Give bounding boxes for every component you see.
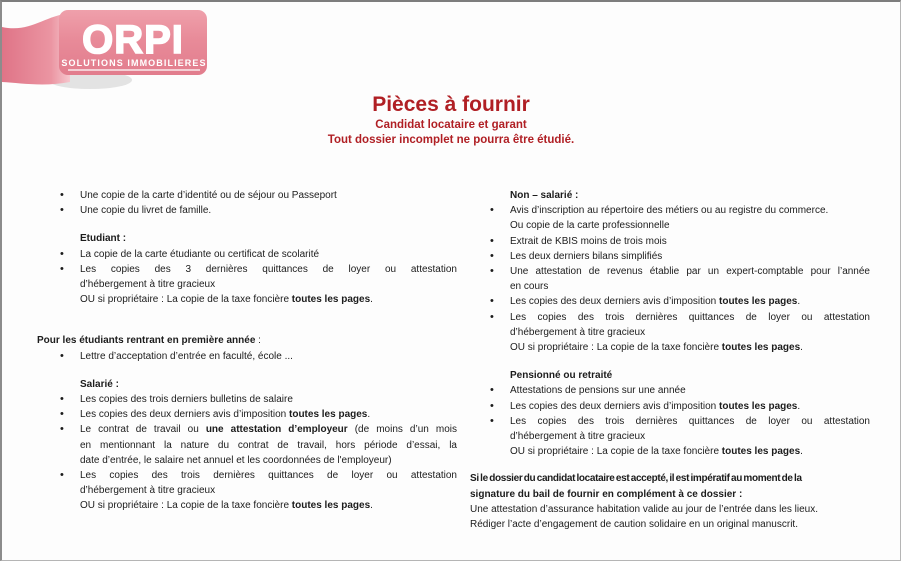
text: OU si propriétaire : La copie de la taxe foncière xyxy=(80,500,292,512)
bullet-icon: • xyxy=(490,295,494,308)
text-line xyxy=(510,234,870,249)
text: Les copies des deux derniers avis d’imposition xyxy=(510,400,719,412)
text: Extrait de KBIS moins de trois mois xyxy=(510,235,667,247)
text: . xyxy=(797,400,801,412)
text: Les copies des trois derniers bulletins de salaire xyxy=(80,394,293,406)
text: Les copies des trois dernières quittances de loyer ou attestation xyxy=(510,311,870,323)
section-heading: Pensionné ou retraité xyxy=(510,370,613,382)
text: . xyxy=(370,294,373,306)
text-line xyxy=(80,422,457,437)
bullet-list xyxy=(37,349,457,364)
list-item xyxy=(37,203,457,218)
list-item xyxy=(37,349,457,364)
text-line xyxy=(510,249,870,264)
bullet-icon: • xyxy=(60,204,64,217)
bold-text: toutes les pages xyxy=(719,400,798,412)
text-line xyxy=(80,203,457,218)
text: Une copie du livret de famille. xyxy=(80,205,212,217)
text: . xyxy=(797,296,801,308)
text: en cours xyxy=(510,281,549,293)
text: Une copie de la carte d’identité ou de séjour ou Passeport xyxy=(80,190,337,201)
bullet-icon: • xyxy=(490,234,494,247)
bullet-icon: • xyxy=(60,469,64,482)
list-item xyxy=(37,188,457,203)
brand-text: ORPI xyxy=(82,18,184,62)
text-line xyxy=(80,392,457,407)
bullet-list xyxy=(37,392,457,514)
text: signature du bail de fournir en complément à ce dossier : xyxy=(470,488,743,500)
bold-text: Pour les étudiants rentrant en première année xyxy=(37,335,256,347)
text-line xyxy=(470,517,870,532)
text-line xyxy=(510,218,870,233)
text: . xyxy=(367,409,371,421)
text: La copie de la carte étudiante ou certificat de scolarité xyxy=(80,248,320,260)
text: Ou copie de la carte professionnelle xyxy=(510,220,670,232)
bold-text: toutes les pages xyxy=(719,296,798,308)
bullet-icon: • xyxy=(60,408,64,421)
bullet-icon: • xyxy=(490,384,494,397)
text: en mentionnant la nature du contrat de travail, hors période d’essai, la xyxy=(80,439,457,451)
text: Une attestation d’assurance habitation valide au jour de l’entrée dans les lieux. xyxy=(470,503,818,515)
text-line xyxy=(80,349,457,364)
text-line xyxy=(510,444,870,459)
list-item xyxy=(37,247,457,262)
list-item xyxy=(470,414,870,460)
bold-text: toutes les pages xyxy=(291,294,371,306)
text: OU si propriétaire : La copie de la taxe foncière xyxy=(80,294,292,306)
text: d’hébergement à titre gracieux xyxy=(80,485,216,497)
text-line xyxy=(80,453,457,468)
bullet-icon: • xyxy=(60,393,64,406)
text: Si le dossier du candidat locataire est accepté, il est impératif au moment de la xyxy=(470,473,802,485)
bullet-icon: • xyxy=(490,204,494,217)
bullet-icon: • xyxy=(60,189,64,201)
text: Les copies des deux derniers avis d’imposition xyxy=(510,296,719,308)
list-item xyxy=(37,262,457,308)
text-line xyxy=(80,188,457,203)
text: . xyxy=(370,500,373,512)
text: Rédiger l’acte d’engagement de caution solidaire en un original manuscrit. xyxy=(470,519,798,531)
list-item xyxy=(37,407,457,422)
list-item xyxy=(470,383,870,398)
list-item xyxy=(470,249,870,264)
text: Avis d’inscription au répertoire des métiers ou au registre du commerce. xyxy=(510,205,829,217)
text-line xyxy=(80,277,457,292)
text: OU si propriétaire : La copie de la taxe foncière xyxy=(510,342,722,354)
list-item xyxy=(470,399,870,414)
bullet-icon: • xyxy=(490,249,494,262)
text: Les copies des 3 dernières quittances de loyer ou attestation xyxy=(80,263,457,275)
list-item xyxy=(470,203,870,233)
list-item xyxy=(37,422,457,468)
orpi-logo xyxy=(2,2,217,97)
text: (de moins d’un mois xyxy=(347,424,457,436)
text: d’hébergement à titre gracieux xyxy=(510,431,646,443)
bullet-list xyxy=(37,247,457,308)
bullet-icon: • xyxy=(490,414,494,427)
text: date d’entrée, le salaire net annuel et les coordonnées de l'employeur) xyxy=(80,454,392,466)
document-header xyxy=(2,92,900,148)
text-line xyxy=(80,247,457,262)
section-heading: Salarié : xyxy=(80,378,119,390)
text-line xyxy=(510,203,870,218)
list-item xyxy=(470,264,870,294)
bullet-list xyxy=(37,188,457,218)
subtitle-line2: Tout dossier incomplet ne pourra être étudié. xyxy=(327,134,575,146)
bold-text: toutes les pages xyxy=(721,446,801,458)
text-line xyxy=(510,399,870,414)
text-line xyxy=(510,325,870,340)
bold-text: toutes les pages xyxy=(721,342,801,354)
bullet-list xyxy=(470,383,870,459)
closing-paragraph xyxy=(470,471,870,532)
bullet-list xyxy=(470,203,870,355)
text-line xyxy=(80,468,457,483)
bullet-icon: • xyxy=(60,423,64,436)
bullet-icon: • xyxy=(490,310,494,323)
section-heading: Non – salarié : xyxy=(510,190,579,201)
text-line xyxy=(510,340,870,355)
text-line xyxy=(510,414,870,429)
text: Les copies des trois dernières quittances de loyer ou attestation xyxy=(80,470,457,482)
text-line xyxy=(470,471,870,486)
text: Une attestation de revenus établie par un expert-comptable pour l’année xyxy=(510,266,870,278)
text: Les copies des trois dernières quittances de loyer ou attestation xyxy=(510,415,870,427)
text: Lettre d’acceptation d’entrée en faculté, école ... xyxy=(80,350,293,362)
subtitle-line1: Candidat locataire et garant xyxy=(375,119,527,131)
text-line xyxy=(80,407,457,422)
list-item xyxy=(37,468,457,514)
tagline-text: SOLUTIONS IMMOBILIERES xyxy=(61,58,207,68)
text-line xyxy=(510,383,870,398)
bold-text: toutes les pages xyxy=(289,409,368,421)
text-line xyxy=(510,264,870,279)
text-line xyxy=(80,483,457,498)
text: . xyxy=(800,446,803,458)
bold-text: une attestation d’employeur xyxy=(205,424,348,436)
text-line xyxy=(510,429,870,444)
text: . xyxy=(800,342,803,354)
text: d’hébergement à titre gracieux xyxy=(80,279,216,291)
text: Les deux derniers bilans simplifiés xyxy=(510,250,663,262)
section-heading xyxy=(37,333,457,348)
text: Le contrat de travail ou xyxy=(80,424,206,436)
bullet-icon: • xyxy=(60,262,64,275)
text-line xyxy=(470,487,870,502)
bullet-icon: • xyxy=(60,349,64,362)
bullet-icon: • xyxy=(60,247,64,260)
page-title: Pièces à fournir xyxy=(372,93,530,116)
section-heading: Etudiant : xyxy=(80,233,127,245)
text-line xyxy=(470,502,870,517)
bullet-icon: • xyxy=(490,265,494,278)
text-line xyxy=(510,279,870,294)
column-right xyxy=(470,188,870,532)
bullet-icon: • xyxy=(490,399,494,412)
list-item xyxy=(37,392,457,407)
list-item xyxy=(470,310,870,356)
text: OU si propriétaire : La copie de la taxe foncière xyxy=(510,446,722,458)
text: : xyxy=(255,335,261,347)
text-line xyxy=(80,498,457,513)
list-item xyxy=(470,294,870,309)
text: Les copies des deux derniers avis d’imposition xyxy=(80,409,289,421)
text: Attestations de pensions sur une année xyxy=(510,385,686,397)
list-item xyxy=(470,234,870,249)
column-left xyxy=(37,188,457,514)
text-line xyxy=(510,310,870,325)
text: d’hébergement à titre gracieux xyxy=(510,326,646,338)
text-line xyxy=(80,292,457,307)
text-line xyxy=(510,294,870,309)
text-line xyxy=(80,262,457,277)
text-line xyxy=(80,438,457,453)
bold-text: toutes les pages xyxy=(291,500,371,512)
